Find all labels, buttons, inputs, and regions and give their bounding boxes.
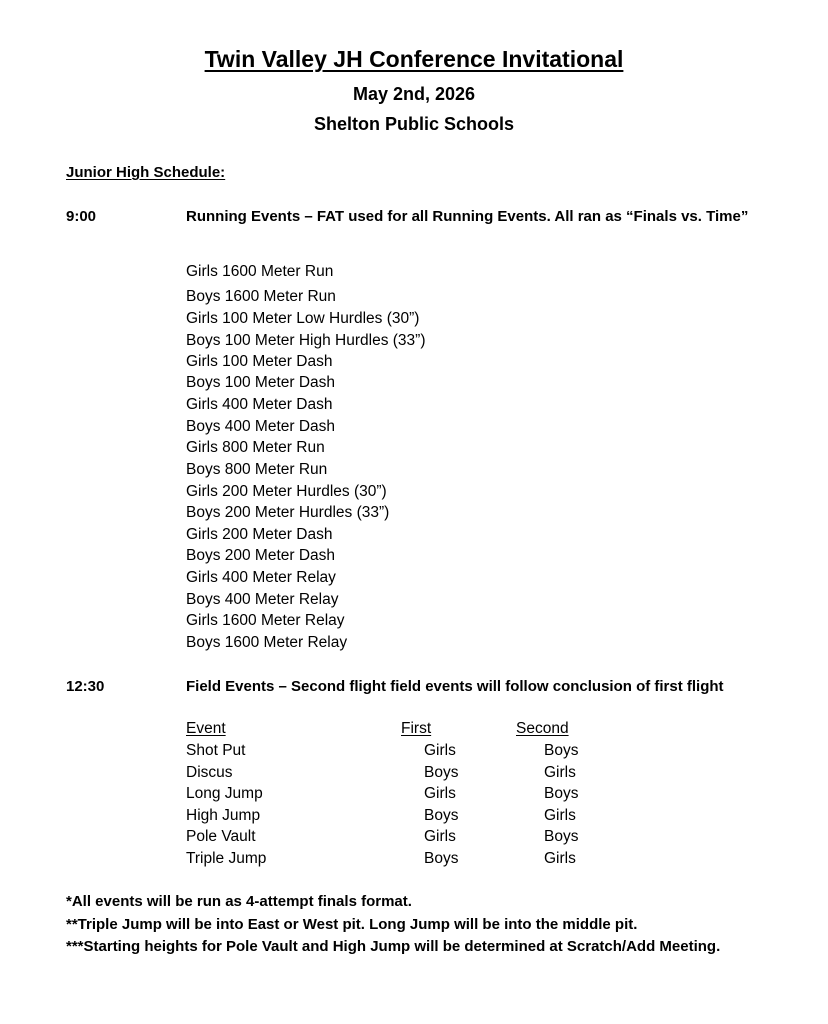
- field-second-flight: Girls: [544, 850, 576, 867]
- column-header-event: Event: [186, 720, 226, 737]
- field-event-name: Long Jump: [186, 785, 263, 803]
- field-first-flight: Girls: [424, 742, 456, 759]
- field-second-flight: Boys: [544, 785, 579, 803]
- title-text: Twin Valley JH Conference Invitational: [204, 46, 624, 72]
- column-header-second: Second: [516, 720, 569, 737]
- field-event-name: High Jump: [186, 806, 261, 824]
- running-event-item: Girls 400 Meter Relay: [186, 569, 336, 586]
- running-event-item: Boys 200 Meter Dash: [186, 547, 336, 564]
- running-time: 9:00: [66, 208, 97, 225]
- note-1: *All events will be run as 4-attempt finals format.: [66, 893, 412, 910]
- field-first-flight: Girls: [424, 785, 456, 803]
- running-description: Running Events – FAT used for all Running Events. All ran as “Finals vs. Time”: [186, 208, 749, 225]
- running-event-item: Girls 800 Meter Run: [186, 439, 325, 456]
- field-second-flight: Girls: [544, 763, 576, 781]
- field-event-name: Pole Vault: [186, 828, 256, 846]
- running-event-item: Girls 100 Meter Dash: [186, 353, 333, 370]
- note-3: ***Starting heights for Pole Vault and High Jump will be determined at Scratch/Add Meeting.: [66, 938, 721, 955]
- field-first-flight: Boys: [424, 806, 459, 824]
- running-event-item: Boys 800 Meter Run: [186, 461, 328, 478]
- field-second-flight: Boys: [544, 742, 579, 759]
- field-table-header: [186, 720, 569, 738]
- field-first-flight: Boys: [424, 850, 459, 867]
- running-event-item: Girls 200 Meter Dash: [186, 526, 333, 543]
- field-second-flight: Boys: [544, 828, 579, 846]
- running-event-item: Girls 1600 Meter Run: [186, 263, 334, 280]
- meet-location: Shelton Public Schools: [313, 114, 515, 134]
- running-event-item: Boys 200 Meter Hurdles (33”): [186, 504, 390, 521]
- running-event-item: Boys 400 Meter Dash: [186, 418, 336, 435]
- field-time: 12:30: [66, 678, 105, 695]
- meet-date: May 2nd, 2026: [352, 84, 476, 104]
- field-first-flight: Girls: [424, 828, 456, 846]
- running-event-item: Boys 400 Meter Relay: [186, 591, 339, 608]
- running-event-item: Girls 1600 Meter Relay: [186, 612, 345, 629]
- schedule-heading: Junior High Schedule:: [66, 164, 226, 181]
- running-event-item: Boys 100 Meter High Hurdles (33”): [186, 332, 426, 349]
- column-header-first: First: [401, 720, 432, 737]
- field-first-flight: Boys: [424, 763, 459, 781]
- running-event-item: Boys 100 Meter Dash: [186, 374, 336, 391]
- running-event-item: Girls 400 Meter Dash: [186, 396, 333, 413]
- running-event-item: Girls 100 Meter Low Hurdles (30”): [186, 310, 420, 327]
- running-event-item: Girls 200 Meter Hurdles (30”): [186, 483, 387, 500]
- field-event-name: Triple Jump: [186, 850, 267, 867]
- field-event-name: Discus: [186, 763, 233, 781]
- field-event-name: Shot Put: [186, 742, 246, 759]
- field-second-flight: Girls: [544, 806, 576, 824]
- note-2: **Triple Jump will be into East or West pit. Long Jump will be into the middle pit.: [66, 916, 638, 933]
- running-event-item: Boys 1600 Meter Run: [186, 288, 336, 305]
- field-description: Field Events – Second flight field events will follow conclusion of first flight: [186, 678, 724, 695]
- page-title: [0, 46, 828, 73]
- running-event-item: Boys 1600 Meter Relay: [186, 634, 348, 651]
